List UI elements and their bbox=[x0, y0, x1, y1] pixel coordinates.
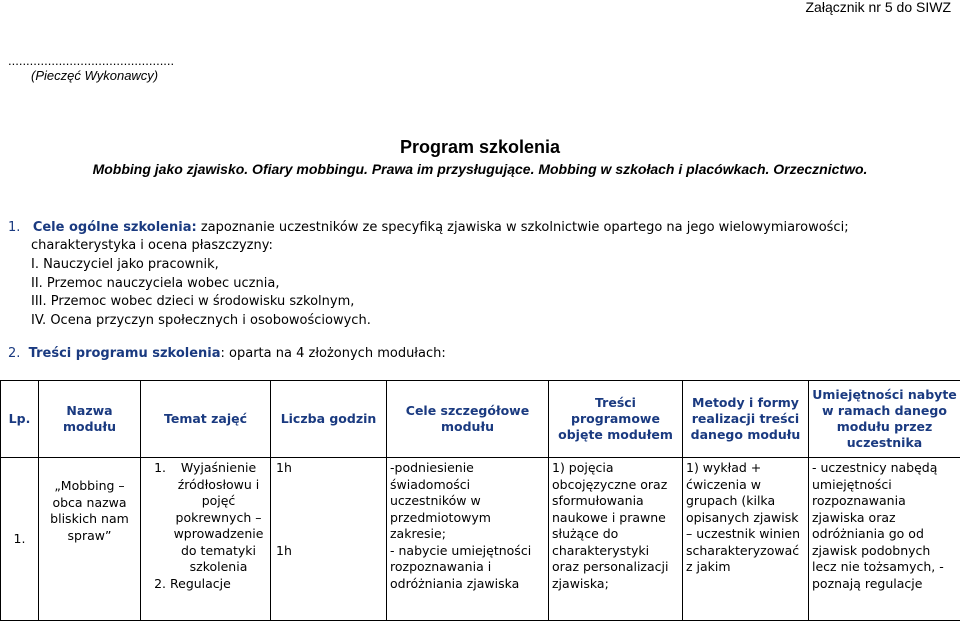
row-topic bbox=[141, 458, 271, 621]
row-goals: -podniesienie świadomości uczestników w przedmiotowym zakresie; - nabycie umiejętności rozpoznawania i odróżniania zjawiska bbox=[387, 458, 549, 621]
document-title: Program szkolenia bbox=[0, 137, 960, 158]
section-1-list bbox=[31, 256, 371, 330]
row-content: 1) pojęcia obcojęzyczne oraz sformułowania naukowe i prawne służące do charakterystyki oraz personalizacji zjawiska; bbox=[549, 458, 683, 621]
topic-text: Wyjaśnienie źródłosłowu i pojęć pokrewnych – wprowadzenie do tematyki szkolenia bbox=[170, 460, 267, 576]
row-name: „Mobbing – obca nazwa bliskich nam spraw” bbox=[39, 458, 141, 621]
contractor-stamp-label: (Pieczęć Wykonawcy) bbox=[31, 68, 158, 83]
col-methods: Metody i formy realizacji treści danego modułu bbox=[683, 381, 809, 458]
col-goals: Cele szczegółowe modułu bbox=[387, 381, 549, 458]
stamp-dotted-line: .............................................. bbox=[8, 53, 174, 68]
section-1-line-1 bbox=[8, 219, 849, 237]
section-2-heading: Treści programu szkolenia bbox=[29, 346, 221, 361]
section-2-line bbox=[8, 345, 446, 363]
topic-number: 1. bbox=[144, 460, 170, 576]
section-2-number: 2. bbox=[8, 346, 20, 361]
hours-value: 1h bbox=[274, 543, 383, 560]
attachment-label: Załącznik nr 5 do SIWZ bbox=[806, 0, 952, 15]
section-1-line-2: charakterystyka i ocena płaszczyzny: bbox=[31, 237, 273, 256]
section-1-number: 1. bbox=[8, 220, 20, 235]
list-item: II. Przemoc nauczyciela wobec ucznia, bbox=[31, 275, 371, 294]
section-1-heading: Cele ogólne szkolenia: bbox=[33, 220, 197, 235]
table-header-row bbox=[1, 381, 960, 458]
hours-value: 1h bbox=[274, 460, 383, 477]
row-hours bbox=[271, 458, 387, 621]
document-subtitle: Mobbing jako zjawisko. Ofiary mobbingu. Prawa im przysługujące. Mobbing w szkołach i placówkach. Orzecznictwo. bbox=[0, 161, 960, 177]
col-topic: Temat zajęć bbox=[141, 381, 271, 458]
section-1-text: zapoznanie uczestników ze specyfiką zjawiska w szkolnictwie opartego na jego wielowymiarowości; bbox=[197, 220, 849, 235]
col-skills: Umiejętności nabyte w ramach danego modułu przez uczestnika bbox=[809, 381, 960, 458]
list-item: IV. Ocena przyczyn społecznych i osobowościowych. bbox=[31, 312, 371, 331]
table-row bbox=[1, 458, 960, 621]
row-methods: 1) wykład + ćwiczenia w grupach (kilka opisanych zjawisk – uczestnik winien scharakteryzować z jakim bbox=[683, 458, 809, 621]
list-item: III. Przemoc wobec dzieci w środowisku szkolnym, bbox=[31, 293, 371, 312]
program-table bbox=[0, 380, 960, 621]
col-content: Treści programowe objęte modułem bbox=[549, 381, 683, 458]
topic-number: 2. bbox=[144, 576, 170, 593]
row-lp: 1. bbox=[1, 458, 39, 621]
col-hours: Liczba godzin bbox=[271, 381, 387, 458]
section-2-text: : oparta na 4 złożonych modułach: bbox=[221, 346, 446, 361]
col-lp: Lp. bbox=[1, 381, 39, 458]
topic-text: Regulacje bbox=[170, 576, 231, 593]
list-item: I. Nauczyciel jako pracownik, bbox=[31, 256, 371, 275]
col-name: Nazwa modułu bbox=[39, 381, 141, 458]
row-skills: - uczestnicy nabędą umiejętności rozpoznawania zjawiska oraz odróżniania go od zjawisk podobnych lecz nie tożsamych, - poznają regulacje bbox=[809, 458, 960, 621]
